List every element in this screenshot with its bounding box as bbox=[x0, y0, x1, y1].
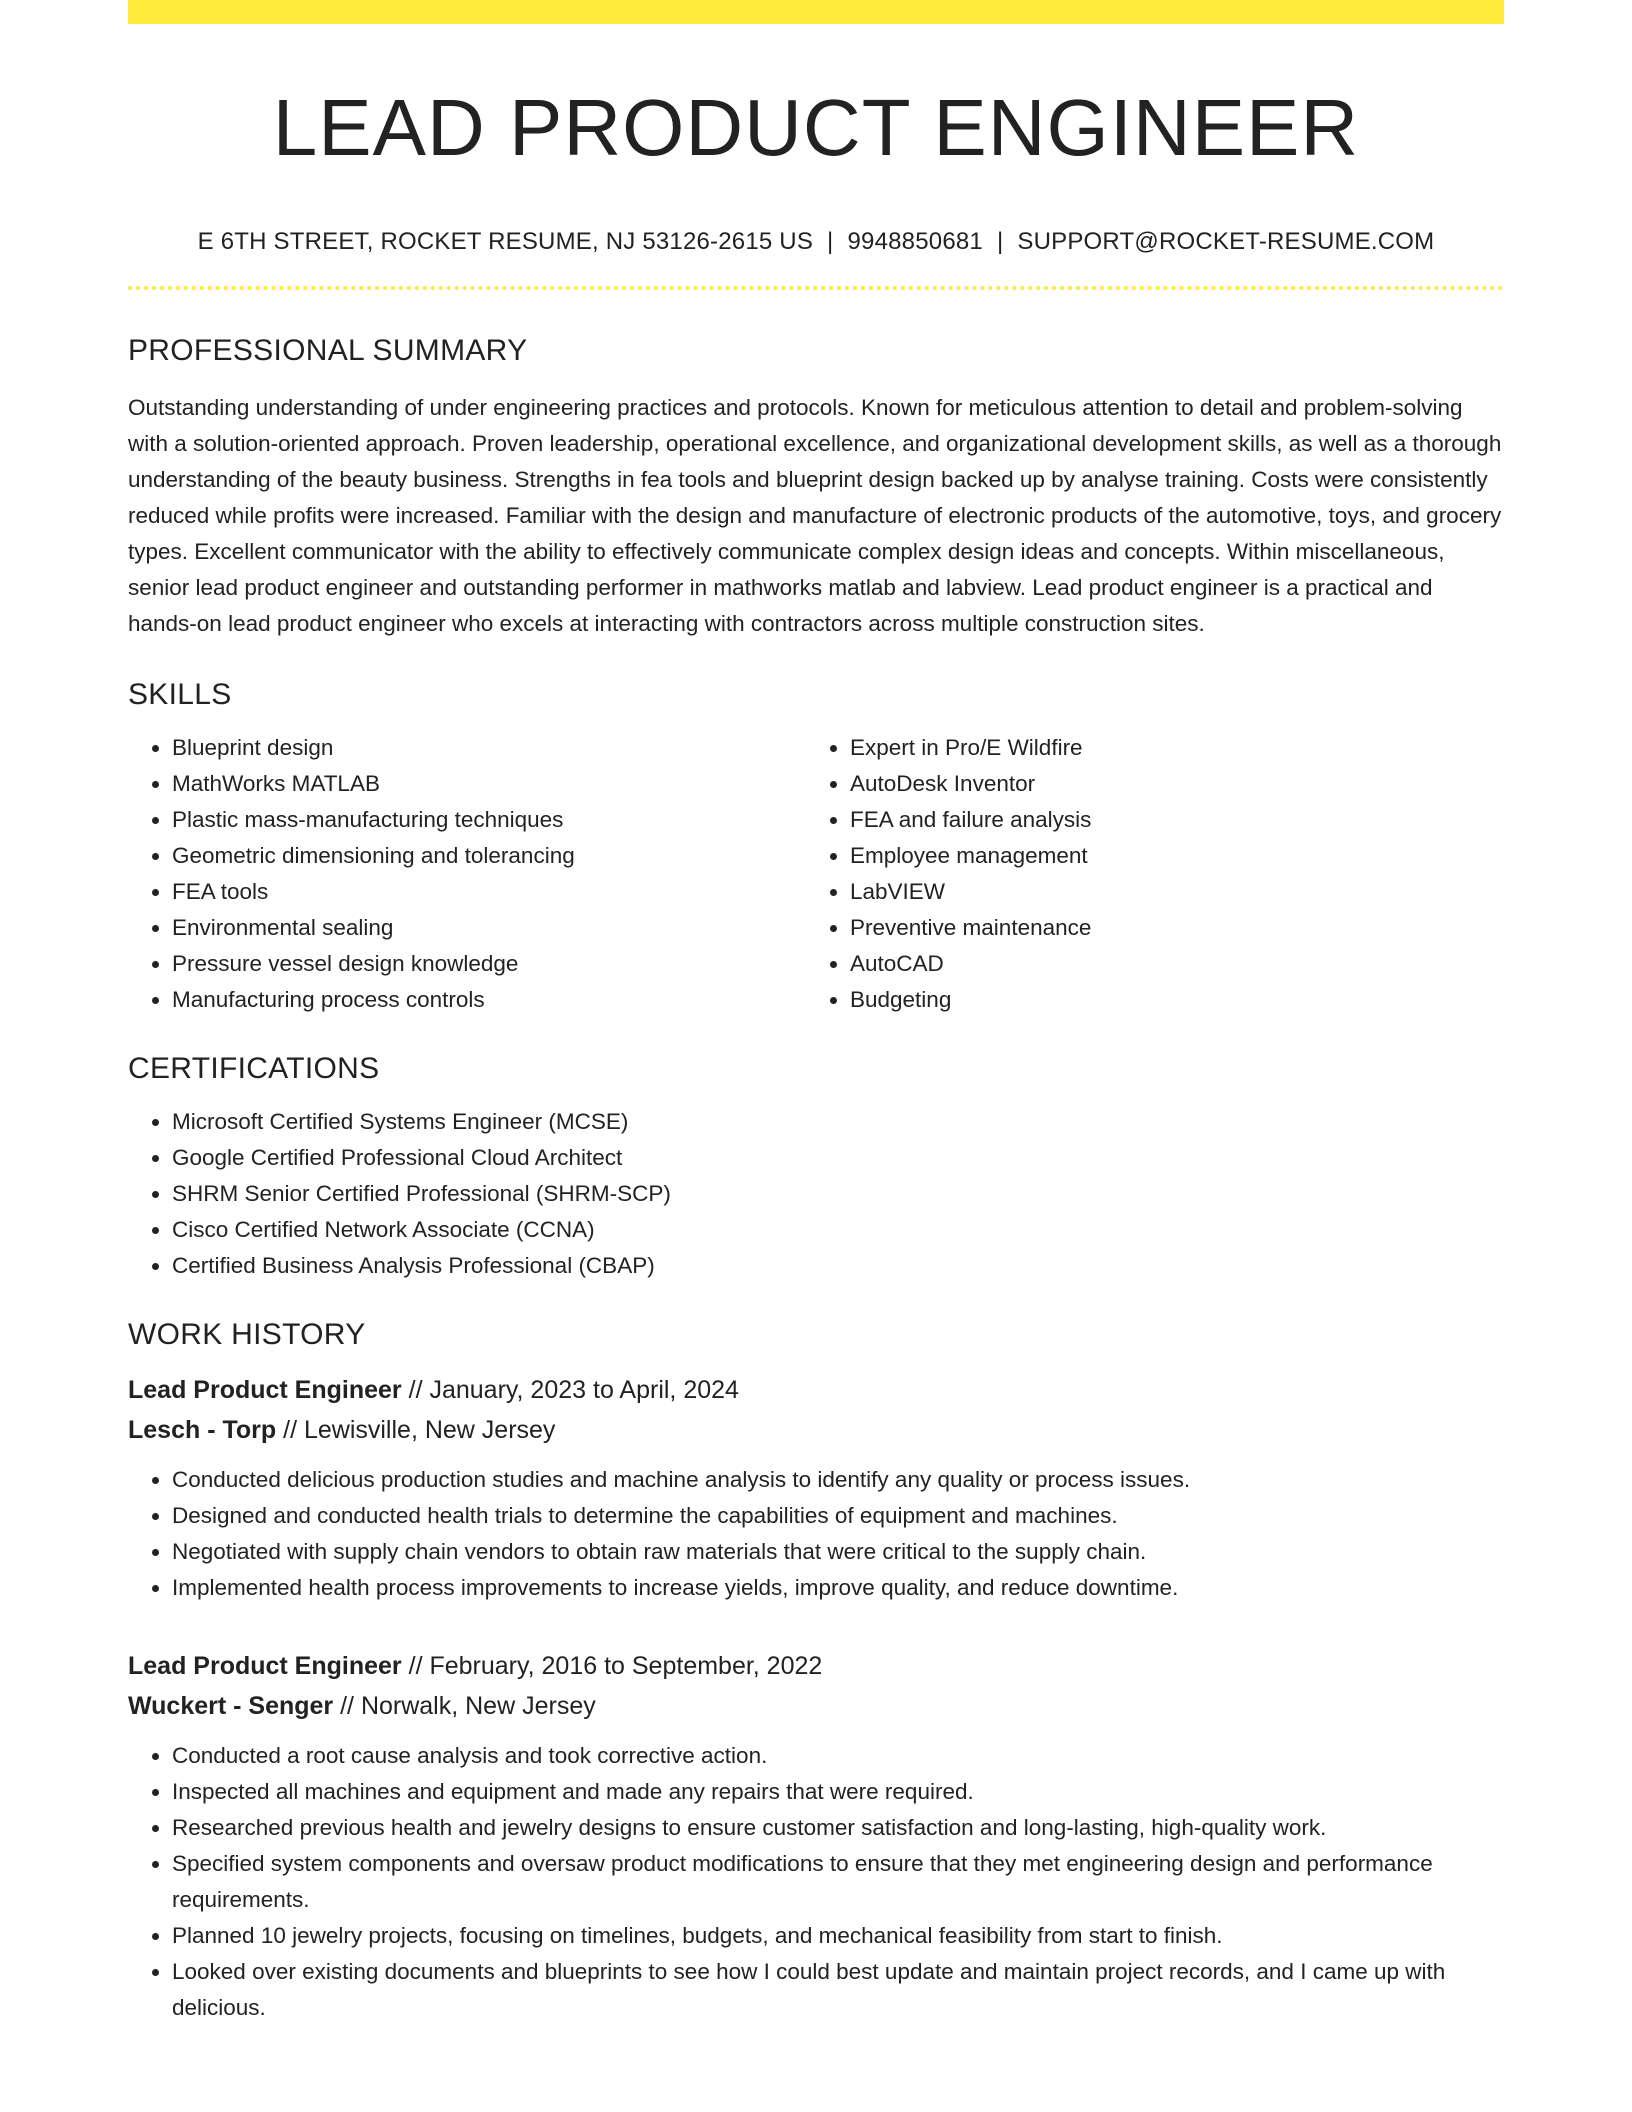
job-role-line bbox=[128, 1646, 1504, 1686]
job-role-line bbox=[128, 1370, 1504, 1410]
certification-item: • Cisco Certified Network Associate (CCNA) bbox=[172, 1212, 1504, 1248]
job-duty: • Negotiated with supply chain vendors to obtain raw materials that were critical to the supply chain. bbox=[172, 1534, 1504, 1570]
job-role: Lead Product Engineer bbox=[128, 1652, 402, 1680]
summary-text: Outstanding understanding of under engineering practices and protocols. Known for meticulous attention to detail and problem-solving with a solution-oriented approach. Proven leadership, operational excellence, and organizational development skills, as well as a thorough understanding of the beauty business. Strengths in fea tools and blueprint design backed up by analyse training. Costs were consistently reduced while profits were increased. Familiar with the design and manufacture of electronic products of the automotive, toys, and grocery types. Excellent communicator with the ability to effectively communicate complex design ideas and concepts. Within miscellaneous, senior lead product engineer and outstanding performer in mathworks matlab and labview. Lead product engineer is a practical and hands-on lead product engineer who excels at interacting with contractors across multiple construction sites. bbox=[128, 395, 1502, 636]
skill-item: • Plastic mass-manufacturing techniques bbox=[172, 802, 806, 838]
job-duty: • Looked over existing documents and blueprints to see how I could best update and maintain project records, and I came up with delicious. bbox=[172, 1954, 1504, 2026]
certifications-heading: CERTIFICATIONS bbox=[128, 1052, 380, 1085]
contact-address: E 6TH STREET, ROCKET RESUME, NJ 53126-2615 US bbox=[197, 228, 814, 255]
job-dates: // February, 2016 to September, 2022 bbox=[401, 1652, 823, 1680]
job-duty: • Conducted delicious production studies and machine analysis to identify any quality or process issues. bbox=[172, 1462, 1504, 1498]
skills-list bbox=[128, 730, 1504, 1018]
certifications-list bbox=[128, 1104, 1504, 1284]
job-entry bbox=[128, 1370, 1504, 1606]
job-company-line bbox=[128, 1410, 1504, 1450]
job-duties-list bbox=[128, 1738, 1504, 2026]
skill-item: • Employee management bbox=[850, 838, 1484, 874]
job-location: // Norwalk, New Jersey bbox=[333, 1692, 596, 1720]
job-entry bbox=[128, 1646, 1504, 2026]
job-dates: // January, 2023 to April, 2024 bbox=[401, 1376, 739, 1404]
job-duty: • Inspected all machines and equipment and made any repairs that were required. bbox=[172, 1774, 1504, 1810]
skills-column-right bbox=[806, 730, 1484, 1018]
job-duty: • Designed and conducted health trials to determine the capabilities of equipment and machines. bbox=[172, 1498, 1504, 1534]
job-location: // Lewisville, New Jersey bbox=[276, 1416, 556, 1444]
contact-email: SUPPORT@ROCKET-RESUME.COM bbox=[1017, 228, 1435, 255]
skill-item: • AutoDesk Inventor bbox=[850, 766, 1484, 802]
skill-item: • Environmental sealing bbox=[172, 910, 806, 946]
job-duty: • Conducted a root cause analysis and took corrective action. bbox=[172, 1738, 1504, 1774]
job-duty: • Planned 10 jewelry projects, focusing on timelines, budgets, and mechanical feasibility from start to finish. bbox=[172, 1918, 1504, 1954]
job-company: Lesch - Torp bbox=[128, 1416, 277, 1444]
skill-item: • FEA tools bbox=[172, 874, 806, 910]
skill-item: • FEA and failure analysis bbox=[850, 802, 1484, 838]
skill-item: • Expert in Pro/E Wildfire bbox=[850, 730, 1484, 766]
skills-heading: SKILLS bbox=[128, 678, 232, 711]
contact-separator: | bbox=[827, 228, 834, 255]
skill-item: • LabVIEW bbox=[850, 874, 1484, 910]
summary-heading: PROFESSIONAL SUMMARY bbox=[128, 334, 528, 367]
contact-phone: 9948850681 bbox=[847, 228, 983, 255]
contact-line bbox=[128, 228, 1504, 256]
certification-item: • SHRM Senior Certified Professional (SHRM-SCP) bbox=[172, 1176, 1504, 1212]
job-duty: • Implemented health process improvements to increase yields, improve quality, and reduce downtime. bbox=[172, 1570, 1504, 1606]
work-history-heading: WORK HISTORY bbox=[128, 1318, 366, 1351]
skill-item: • Preventive maintenance bbox=[850, 910, 1484, 946]
skill-item: • Geometric dimensioning and tolerancing bbox=[172, 838, 806, 874]
job-company: Wuckert - Senger bbox=[128, 1692, 334, 1720]
certification-item: • Certified Business Analysis Professional (CBAP) bbox=[172, 1248, 1504, 1284]
job-duty: • Researched previous health and jewelry designs to ensure customer satisfaction and long-lasting, high-quality work. bbox=[172, 1810, 1504, 1846]
skill-item: • Budgeting bbox=[850, 982, 1484, 1018]
skills-column-left bbox=[128, 730, 806, 1018]
contact-separator: | bbox=[996, 228, 1004, 255]
job-duty: • Specified system components and oversaw product modifications to ensure that they met engineering design and performance requirements. bbox=[172, 1846, 1504, 1918]
skill-item: • Blueprint design bbox=[172, 730, 806, 766]
top-accent-bar bbox=[128, 0, 1504, 24]
job-company-line bbox=[128, 1686, 1504, 1726]
skill-item: • Manufacturing process controls bbox=[172, 982, 806, 1018]
job-role: Lead Product Engineer bbox=[128, 1376, 402, 1404]
certification-item: • Google Certified Professional Cloud Architect bbox=[172, 1140, 1504, 1176]
skill-item: • AutoCAD bbox=[850, 946, 1484, 982]
skill-item: • Pressure vessel design knowledge bbox=[172, 946, 806, 982]
job-duties-list bbox=[128, 1462, 1504, 1606]
skill-item: • MathWorks MATLAB bbox=[172, 766, 806, 802]
certification-item: • Microsoft Certified Systems Engineer (MCSE) bbox=[172, 1104, 1504, 1140]
resume-page bbox=[128, 0, 1504, 2026]
dotted-divider bbox=[128, 286, 1504, 290]
resume-title: LEAD PRODUCT ENGINEER bbox=[272, 83, 1360, 172]
